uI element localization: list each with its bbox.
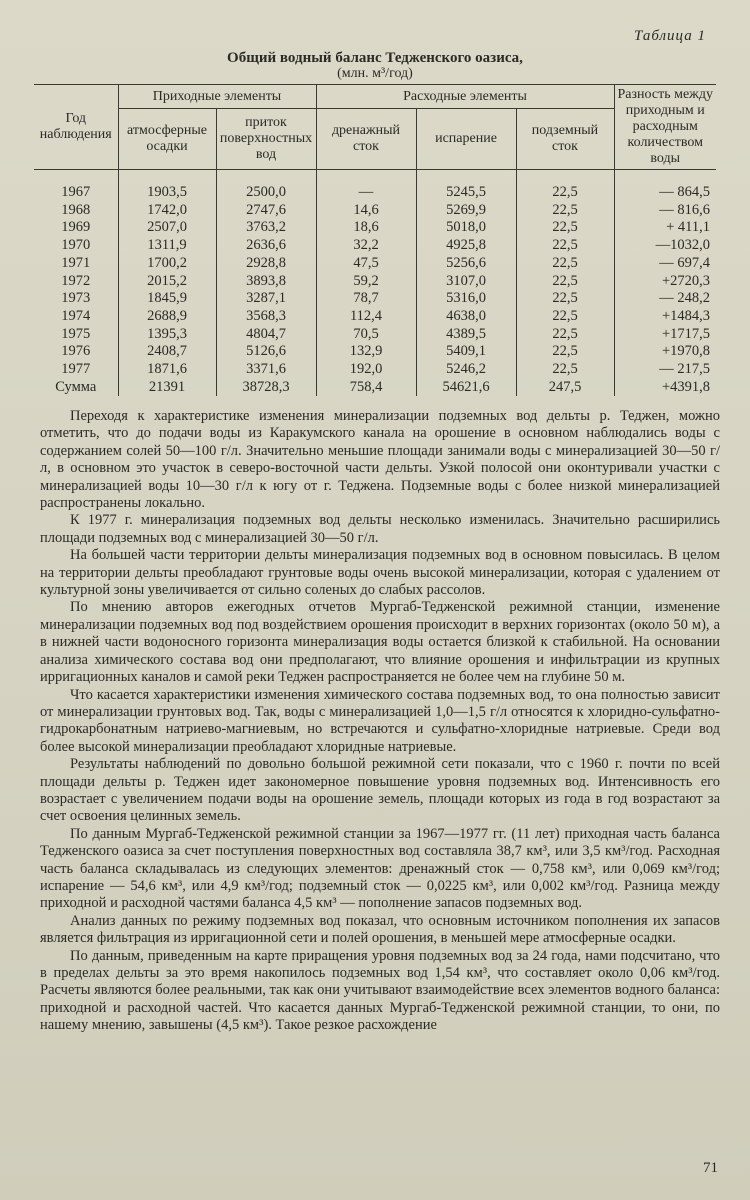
cell-evaporation: 3107,0 — [416, 273, 516, 291]
cell-underground: 22,5 — [516, 170, 614, 202]
cell-underground: 22,5 — [516, 308, 614, 326]
cell-year: Сумма — [55, 378, 97, 395]
cell-surface-inflow: 2636,6 — [216, 237, 316, 255]
cell-underground: 22,5 — [516, 237, 614, 255]
paragraph: По данным Мургаб-Тедженской режимной станции за 1967—1977 гг. (11 лет) приходная часть баланса Тедженского оазиса за счет поступления поверхностных вод составляла 38,7 км³, или 3,5 км³/год. Расходная часть баланса складывалась из следующих элементов: дренажный сток — 0,758 км³, или 0,069 км³/год; испарение — 54,6 км³, или 4,9 км³/год; подземный сток — 0,0225 км³, или 0,002 км³/год. Разница между приходной и расходной частями баланса 4,5 км³ — пополнение запасов подземных вод. — [40, 825, 720, 912]
header-difference: Разность между приходным и расходным количеством воды — [614, 85, 716, 170]
cell-difference: + 411,1 — [614, 219, 716, 237]
cell-difference: +1484,3 — [614, 308, 716, 326]
cell-difference: — 248,2 — [614, 290, 716, 308]
cell-drainage: 47,5 — [316, 255, 416, 273]
cell-surface-inflow: 4804,7 — [216, 326, 316, 344]
cell-difference: — 697,4 — [614, 255, 716, 273]
cell-difference: — 816,6 — [614, 202, 716, 220]
cell-surface-inflow: 5126,6 — [216, 343, 316, 361]
paragraph: На большей части территории дельты минерализация подземных вод в основном повысилась. В целом на территории дельты преобладают грунтовые воды очень высокой минерализации, которая с удалением от культурной зоны увеличивается от сильно соленых до слабых рассолов. — [40, 547, 720, 599]
cell-year: 1972 — [61, 272, 91, 289]
header-drainage: дренажный сток — [316, 109, 416, 170]
cell-precipitation: 2688,9 — [118, 308, 216, 326]
header-evaporation: испарение — [416, 109, 516, 170]
cell-precipitation: 2015,2 — [118, 273, 216, 291]
cell-surface-inflow: 2747,6 — [216, 202, 316, 220]
cell-precipitation: 2507,0 — [118, 219, 216, 237]
cell-surface-inflow: 3763,2 — [216, 219, 316, 237]
cell-underground: 22,5 — [516, 219, 614, 237]
cell-year: 1976 — [61, 343, 91, 360]
cell-year: 1969 — [61, 219, 91, 236]
table-row — [34, 273, 716, 291]
cell-evaporation: 4925,8 — [416, 237, 516, 255]
cell-evaporation: 5245,5 — [416, 170, 516, 202]
cell-underground: 22,5 — [516, 326, 614, 344]
header-expense-group: Расходные элементы — [316, 85, 614, 109]
cell-surface-inflow: 3568,3 — [216, 308, 316, 326]
cell-surface-inflow: 2928,8 — [216, 255, 316, 273]
table-units: (млн. м³/год) — [337, 66, 413, 81]
paragraph: К 1977 г. минерализация подземных вод дельты несколько изменилась. Значительно расширились площади подземных вод с минерализацией 30—50 г/л. — [40, 512, 720, 546]
cell-precipitation: 1395,3 — [118, 326, 216, 344]
header-underground: подземный сток — [516, 109, 614, 170]
cell-drainage: 59,2 — [316, 273, 416, 291]
cell-underground: 22,5 — [516, 255, 614, 273]
cell-surface-inflow: 38728,3 — [216, 379, 316, 397]
cell-surface-inflow: 3287,1 — [216, 290, 316, 308]
cell-surface-inflow: 3371,6 — [216, 361, 316, 379]
cell-drainage: 78,7 — [316, 290, 416, 308]
cell-difference: —1032,0 — [614, 237, 716, 255]
cell-drainage: 132,9 — [316, 343, 416, 361]
cell-evaporation: 4389,5 — [416, 326, 516, 344]
cell-difference: +1970,8 — [614, 343, 716, 361]
cell-drainage: — — [316, 170, 416, 202]
cell-underground: 22,5 — [516, 361, 614, 379]
table-row — [34, 219, 716, 237]
cell-difference: +4391,8 — [614, 379, 716, 397]
table-row-total — [34, 379, 716, 397]
body-text — [40, 408, 720, 1035]
cell-drainage: 14,6 — [316, 202, 416, 220]
table-row — [34, 255, 716, 273]
table-row — [34, 170, 716, 202]
paragraph: По мнению авторов ежегодных отчетов Мургаб-Тедженской режимной станции, изменение минерализации подземных вод под воздействием орошения происходит в верхних горизонтах (около 50 м), а в нижней части водоносного горизонта минерализация воды остается близкой к стабильной. На основании анализа химического состава вод они предполагают, что влияние орошения и инфильтрации из крупных ирригационных каналов и самой реки Теджен распространяется не более чем на глубине 50 м. — [40, 599, 720, 686]
cell-year: 1977 — [61, 361, 91, 378]
paragraph: Что касается характеристики изменения химического состава подземных вод, то она полностью зависит от минерализации грунтовых вод. Так, воды с минерализацией 1,0—1,5 г/л относятся к хлоридно-сульфатно-гидрокарбонатным натриево-магниевым, но встречаются и сульфатно-хлоридные натриевые. Среди вод более высокой минерализации преобладают хлоридные натриевые. — [40, 686, 720, 755]
cell-evaporation: 5256,6 — [416, 255, 516, 273]
cell-precipitation: 1903,5 — [118, 170, 216, 202]
cell-drainage: 32,2 — [316, 237, 416, 255]
header-year: Год наблюдения — [34, 85, 118, 170]
cell-difference: +1717,5 — [614, 326, 716, 344]
cell-year: 1968 — [61, 201, 91, 218]
cell-precipitation: 21391 — [118, 379, 216, 397]
cell-evaporation: 54621,6 — [416, 379, 516, 397]
cell-precipitation: 1871,6 — [118, 361, 216, 379]
cell-drainage: 192,0 — [316, 361, 416, 379]
cell-year: 1974 — [61, 307, 91, 324]
cell-surface-inflow: 2500,0 — [216, 170, 316, 202]
cell-underground: 22,5 — [516, 290, 614, 308]
table-row — [34, 237, 716, 255]
table-title: Общий водный баланс Тедженского оазиса, — [227, 50, 523, 66]
cell-underground: 22,5 — [516, 273, 614, 291]
cell-precipitation: 2408,7 — [118, 343, 216, 361]
cell-year: 1975 — [61, 325, 91, 342]
cell-underground: 22,5 — [516, 202, 614, 220]
cell-year: 1973 — [61, 290, 91, 307]
cell-surface-inflow: 3893,8 — [216, 273, 316, 291]
paragraph: По данным, приведенным на карте приращения уровня подземных вод за 24 года, нами подсчитано, что в пределах дельты за это время накопилось подземных вод 1,54 км³, что составляет около 0,06 км³/год. Расчеты являются более реальными, так как они учитывают взаимодействие всех элементов водного баланса: приходной и расходной частей. Что касается данных Мургаб-Тедженской режимной станции, то они, по нашему мнению, завышены (4,5 км³). Такое резкое расхождение — [40, 947, 720, 1034]
table-row — [34, 326, 716, 344]
paragraph: Переходя к характеристике изменения минерализации подземных вод дельты р. Теджен, можно отметить, что до подачи воды из Каракумского канала на орошение в основном наблюдались воды с содержанием солей 50—100 г/л. Значительно меньшие площади занимали воды с минерализацией 30—50 г/л, в основном это участок в северо-восточной части дельты. Узкой полосой они оконтуривали участки с минерализацией воды 10—30 г/л к югу от г. Теджена. Подземные воды с более низкой минерализацией распространены локально. — [40, 408, 720, 512]
cell-year: 1971 — [61, 254, 91, 271]
header-income-group: Приходные элементы — [118, 85, 316, 109]
cell-evaporation: 5409,1 — [416, 343, 516, 361]
cell-drainage: 758,4 — [316, 379, 416, 397]
paragraph: Результаты наблюдений по довольно большой режимной сети показали, что с 1960 г. почти по всей площади дельты р. Теджен идет закономерное повышение уровня подземных вод. Интенсивность его возрастает с увеличением подачи воды на орошение земель, площади которых из года в год возрастают за счет освоения целинных земель. — [40, 756, 720, 825]
cell-precipitation: 1845,9 — [118, 290, 216, 308]
cell-evaporation: 5316,0 — [416, 290, 516, 308]
table-row — [34, 290, 716, 308]
cell-year: 1970 — [61, 237, 91, 254]
cell-difference: +2720,3 — [614, 273, 716, 291]
cell-underground: 247,5 — [516, 379, 614, 397]
table-row — [34, 308, 716, 326]
table-row — [34, 343, 716, 361]
table-row — [34, 361, 716, 379]
header-surface-inflow: приток поверхностных вод — [216, 109, 316, 170]
table-label: Таблица 1 — [634, 28, 706, 44]
cell-drainage: 70,5 — [316, 326, 416, 344]
cell-precipitation: 1700,2 — [118, 255, 216, 273]
cell-underground: 22,5 — [516, 343, 614, 361]
paragraph: Анализ данных по режиму подземных вод показал, что основным источником пополнения их запасов является фильтрация из ирригационной сети и полей орошения, в меньшей мере атмосферные осадки. — [40, 912, 720, 947]
cell-evaporation: 5246,2 — [416, 361, 516, 379]
cell-drainage: 112,4 — [316, 308, 416, 326]
cell-precipitation: 1742,0 — [118, 202, 216, 220]
table-row — [34, 202, 716, 220]
cell-year: 1967 — [61, 184, 91, 200]
header-precipitation: атмосферные осадки — [118, 109, 216, 170]
cell-drainage: 18,6 — [316, 219, 416, 237]
cell-evaporation: 4638,0 — [416, 308, 516, 326]
page-number: 71 — [703, 1160, 718, 1176]
cell-evaporation: 5269,9 — [416, 202, 516, 220]
cell-difference: — 864,5 — [614, 170, 716, 202]
cell-precipitation: 1311,9 — [118, 237, 216, 255]
cell-difference: — 217,5 — [614, 361, 716, 379]
water-balance-table — [34, 84, 716, 396]
cell-evaporation: 5018,0 — [416, 219, 516, 237]
